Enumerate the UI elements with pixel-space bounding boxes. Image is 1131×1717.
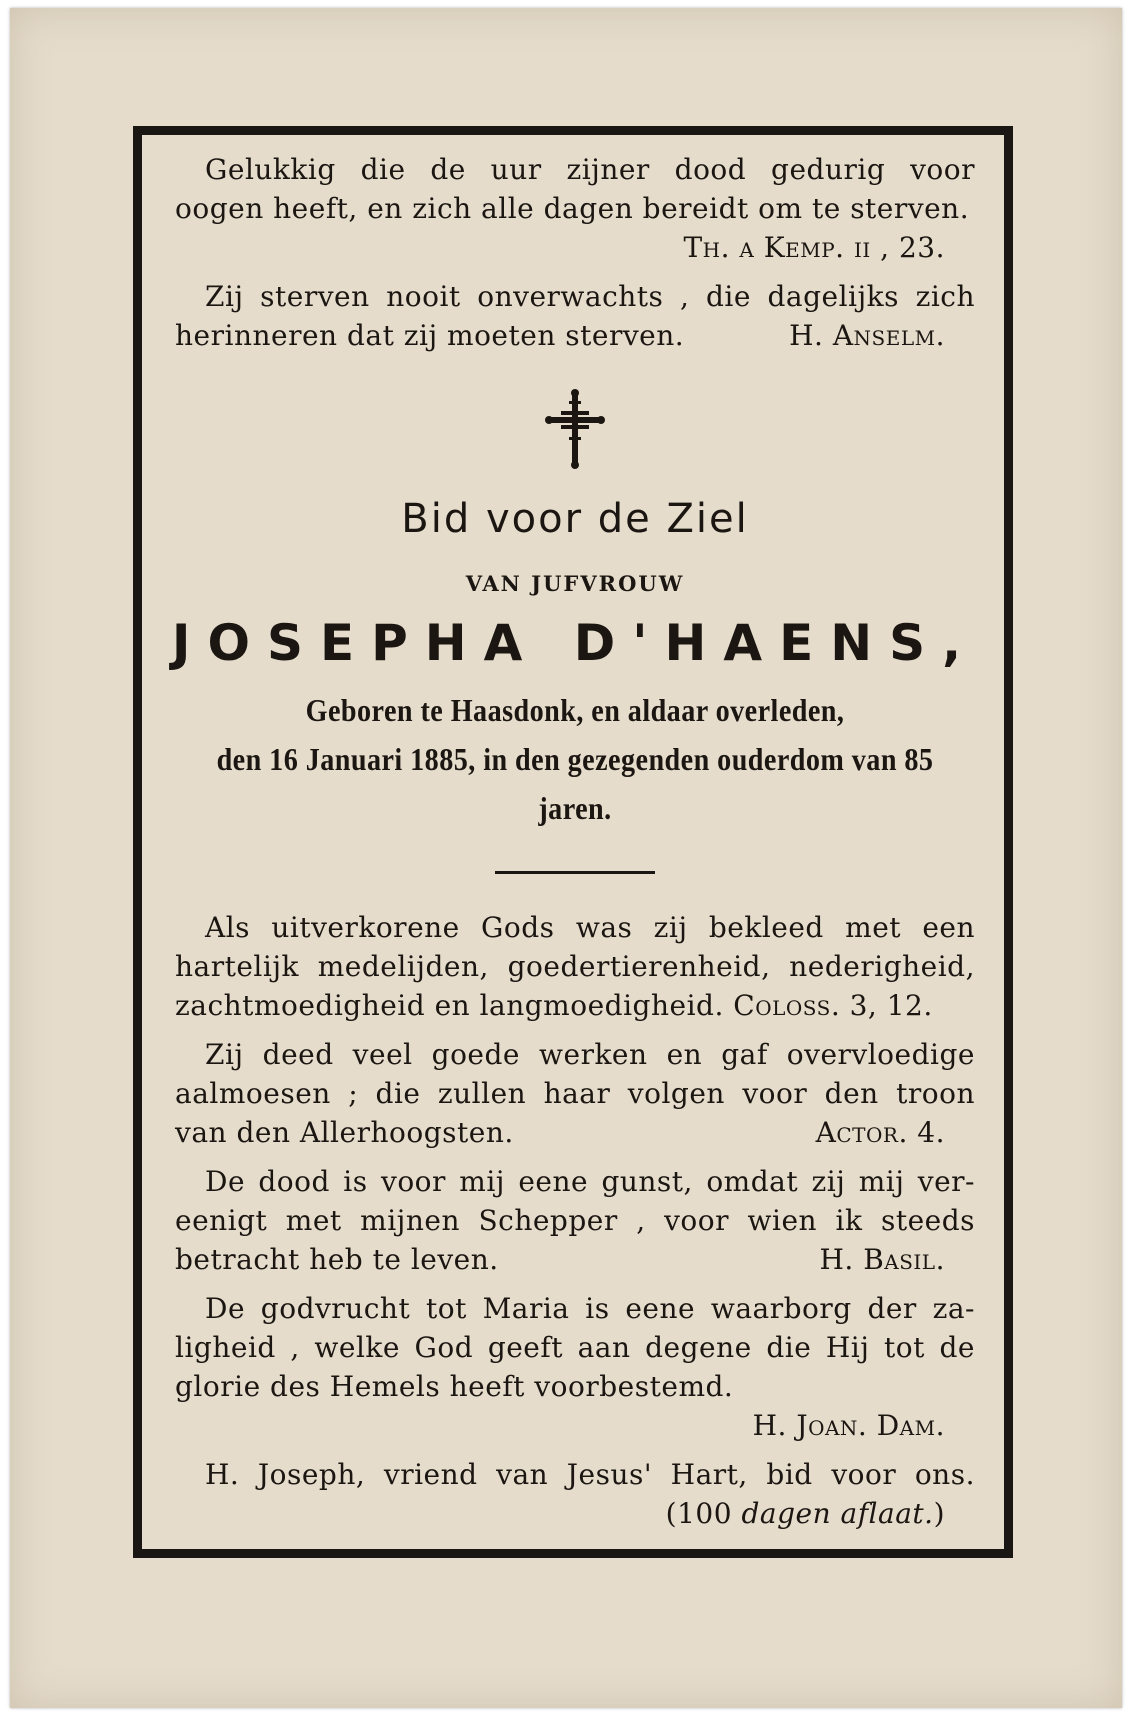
quote-block — [175, 1162, 975, 1279]
citation: Actor. 4. — [815, 1116, 945, 1149]
quote-line: oogen heeft, en zich alle dagen bereidt om te sterven. — [175, 192, 970, 225]
deceased-name: JOSEPHA D'HAENS, — [171, 614, 979, 672]
quote-line — [175, 1240, 975, 1279]
quote-line: De godvrucht tot Maria is eene waarborg der za- — [205, 1292, 975, 1325]
dates-line: den 16 Januari 1885, in den gezegenden ouderdom van 85 jaren. — [216, 741, 934, 826]
dates-line: Geboren te Haasdonk, en aldaar overleden, — [305, 692, 845, 728]
quote-block — [175, 908, 975, 1025]
divider — [495, 871, 655, 874]
prayer-line: H. Joseph, vriend van Jesus' Hart, bid voor ons. — [205, 1458, 975, 1491]
card-content — [171, 150, 979, 1543]
quote-text: zachtmoedigheid en langmoedigheid. — [175, 989, 724, 1022]
quote-line: aalmoesen ; die zullen haar volgen voor den troon — [175, 1077, 975, 1110]
quote-line: eenigt met mijnen Schepper , voor wien ik steeds — [175, 1204, 975, 1237]
quote-text: herinneren dat zij moeten sterven. — [175, 319, 685, 352]
quote-line: Zij deed veel goede werken en gaf overvloedige — [205, 1038, 975, 1071]
quote-line — [175, 316, 975, 355]
subheading: VAN JUFVROUW — [465, 571, 685, 596]
quote-text: van den Allerhoogsten. — [175, 1116, 514, 1149]
quote-line: Gelukkig die de uur zijner dood gedurig voor — [205, 153, 975, 186]
heading: Bid voor de Ziel — [401, 496, 749, 542]
prayer-block — [175, 1455, 975, 1533]
quote-block — [175, 150, 975, 267]
quote-block — [175, 277, 975, 355]
quote-text: betracht heb te leven. — [175, 1243, 499, 1276]
citation: H. Anselm. — [789, 319, 945, 352]
quote-block — [175, 1035, 975, 1152]
cross-icon — [175, 389, 975, 469]
citation: H. Basil. — [819, 1243, 945, 1276]
quote-line: hartelijk medelijden, goedertierenheid, nederigheid, — [175, 950, 975, 983]
quote-line: Als uitverkorene Gods was zij bekleed met een — [205, 911, 975, 944]
quote-line: De dood is voor mij eene gunst, omdat zij mij ver- — [205, 1165, 975, 1198]
quote-block — [175, 1289, 975, 1445]
cross-icon-svg — [545, 389, 605, 469]
quote-line: Zij sterven nooit onverwachts , die dagelijks zich — [205, 280, 975, 313]
citation: Th. a Kemp. ii , 23. — [683, 231, 945, 264]
indulgence: (100 dagen aflaat.) — [665, 1497, 945, 1530]
quote-line: ligheid , welke God geeft aan degene die Hij tot de — [175, 1331, 975, 1364]
quote-line — [175, 986, 975, 1025]
quote-line — [175, 1113, 975, 1152]
citation: H. Joan. Dam. — [752, 1409, 945, 1442]
quote-line: glorie des Hemels heeft voorbestemd. — [175, 1370, 734, 1403]
citation: Coloss. 3, 12. — [733, 989, 933, 1022]
